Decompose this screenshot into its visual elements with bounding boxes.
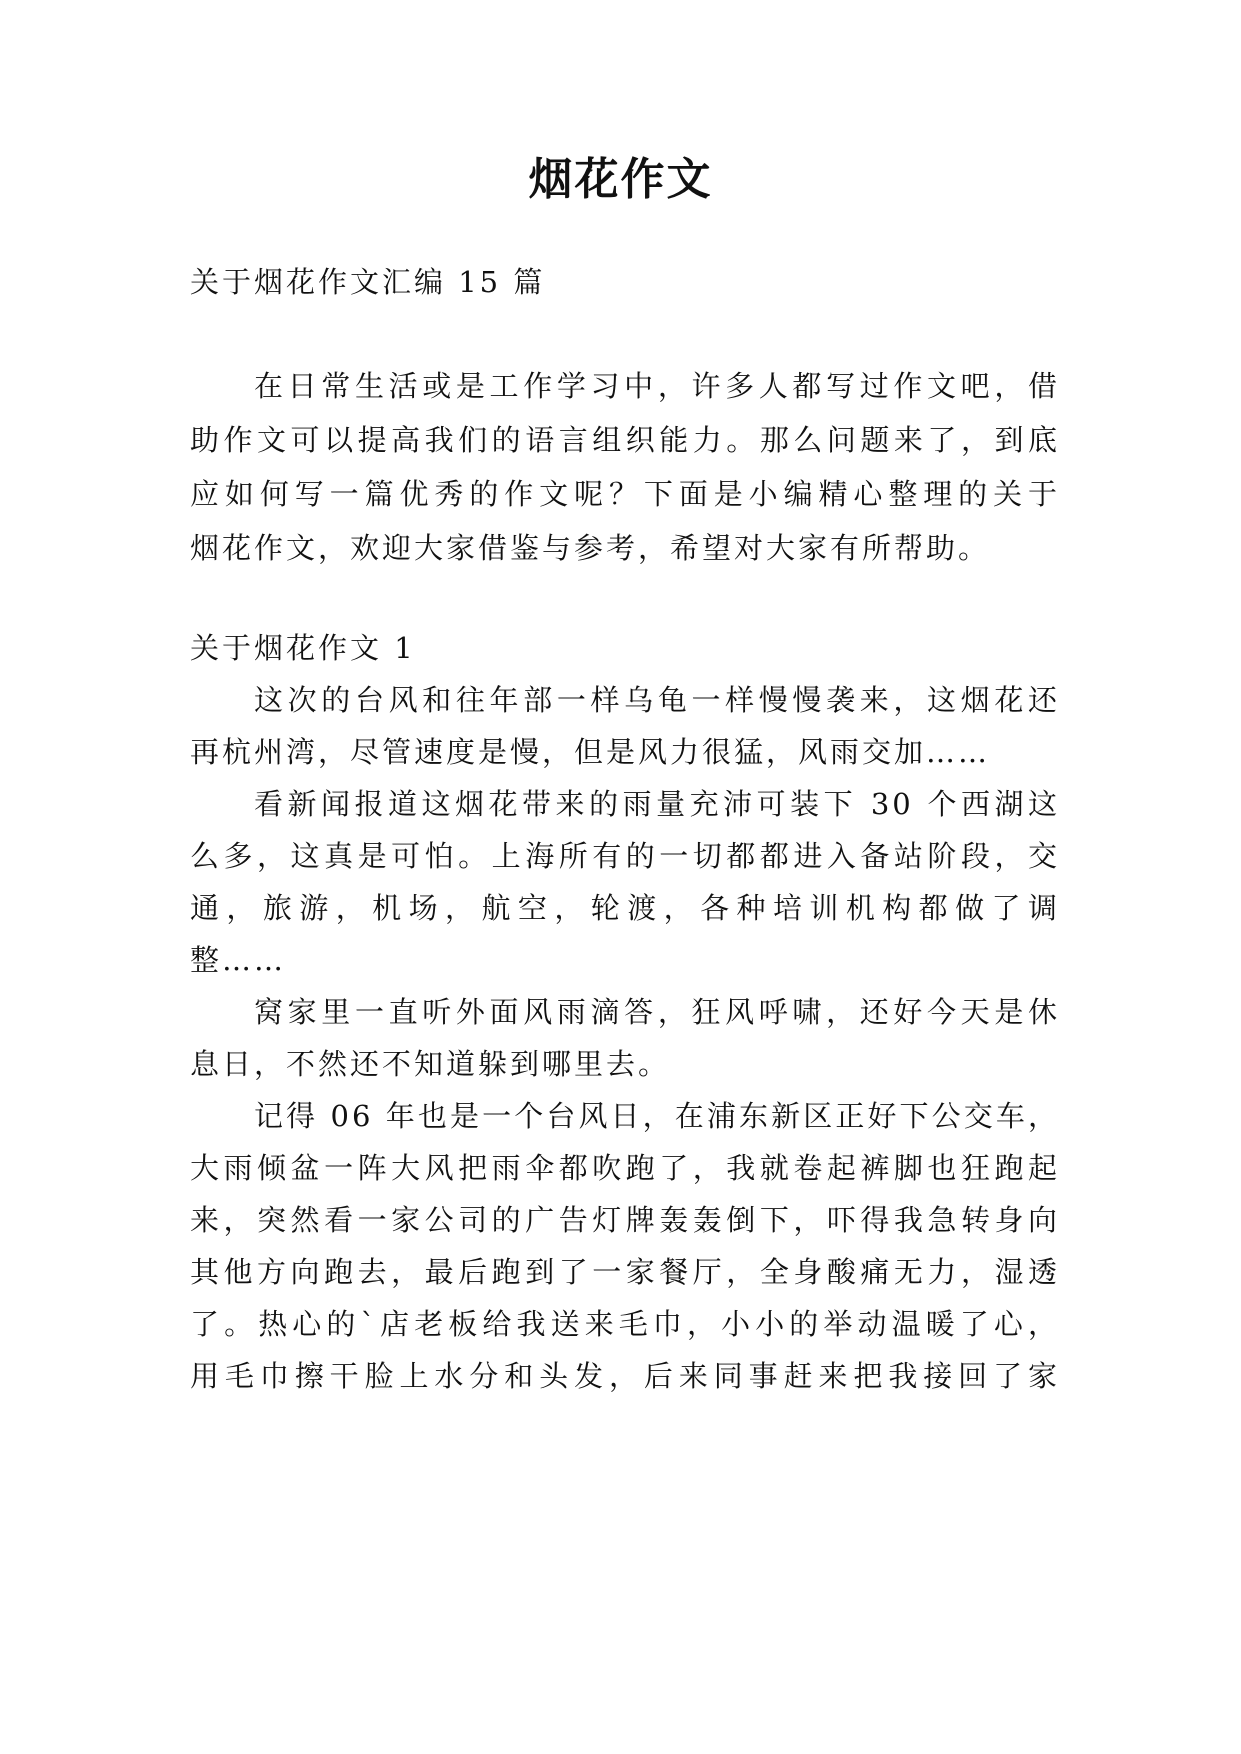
body-line-4: 么多，这真是可怕。上海所有的一切都都进入备站阶段，交 [190, 839, 1060, 873]
body-line-5: 通，旅游，机场，航空，轮渡，各种培训机构都做了调 [190, 891, 1060, 925]
intro-line-1: 在日常生活或是工作学习中，许多人都写过作文吧，借 [254, 369, 1060, 403]
intro-line-3: 应如何写一篇优秀的作文呢？下面是小编精心整理的关于 [190, 477, 1060, 511]
body-line-2: 再杭州湾，尽管速度是慢，但是风力很猛，风雨交加…… [190, 735, 991, 769]
body-line-9: 记得 06 年也是一个台风日，在浦东新区正好下公交车， [254, 1099, 1060, 1133]
body-line-12: 其他方向跑去，最后跑到了一家餐厅，全身酸痛无力，湿透 [190, 1255, 1060, 1289]
intro-line-2: 助作文可以提高我们的语言组织能力。那么问题来了，到底 [190, 423, 1060, 457]
body-line-14: 用毛巾擦干脸上水分和头发，后来同事赶来把我接回了家 [190, 1359, 1060, 1393]
body-line-13: 了。热心的`店老板给我送来毛巾，小小的举动温暖了心， [190, 1307, 1060, 1341]
document-title: 烟花作文 [528, 154, 713, 205]
body-line-1: 这次的台风和往年部一样乌龟一样慢慢袭来，这烟花还 [254, 683, 1060, 717]
body-line-10: 大雨倾盆一阵大风把雨伞都吹跑了，我就卷起裤脚也狂跑起 [190, 1151, 1060, 1185]
body-line-7: 窝家里一直听外面风雨滴答，狂风呼啸，还好今天是休 [254, 995, 1060, 1029]
document-subtitle: 关于烟花作文汇编 15 篇 [190, 265, 546, 299]
body-line-8: 息日，不然还不知道躲到哪里去。 [190, 1047, 671, 1081]
section-heading: 关于烟花作文 1 [190, 631, 416, 665]
intro-line-4: 烟花作文，欢迎大家借鉴与参考，希望对大家有所帮助。 [190, 531, 991, 565]
body-line-6: 整…… [190, 943, 287, 977]
body-line-11: 来，突然看一家公司的广告灯牌轰轰倒下，吓得我急转身向 [190, 1203, 1060, 1237]
body-line-3: 看新闻报道这烟花带来的雨量充沛可装下 30 个西湖这 [254, 787, 1060, 821]
